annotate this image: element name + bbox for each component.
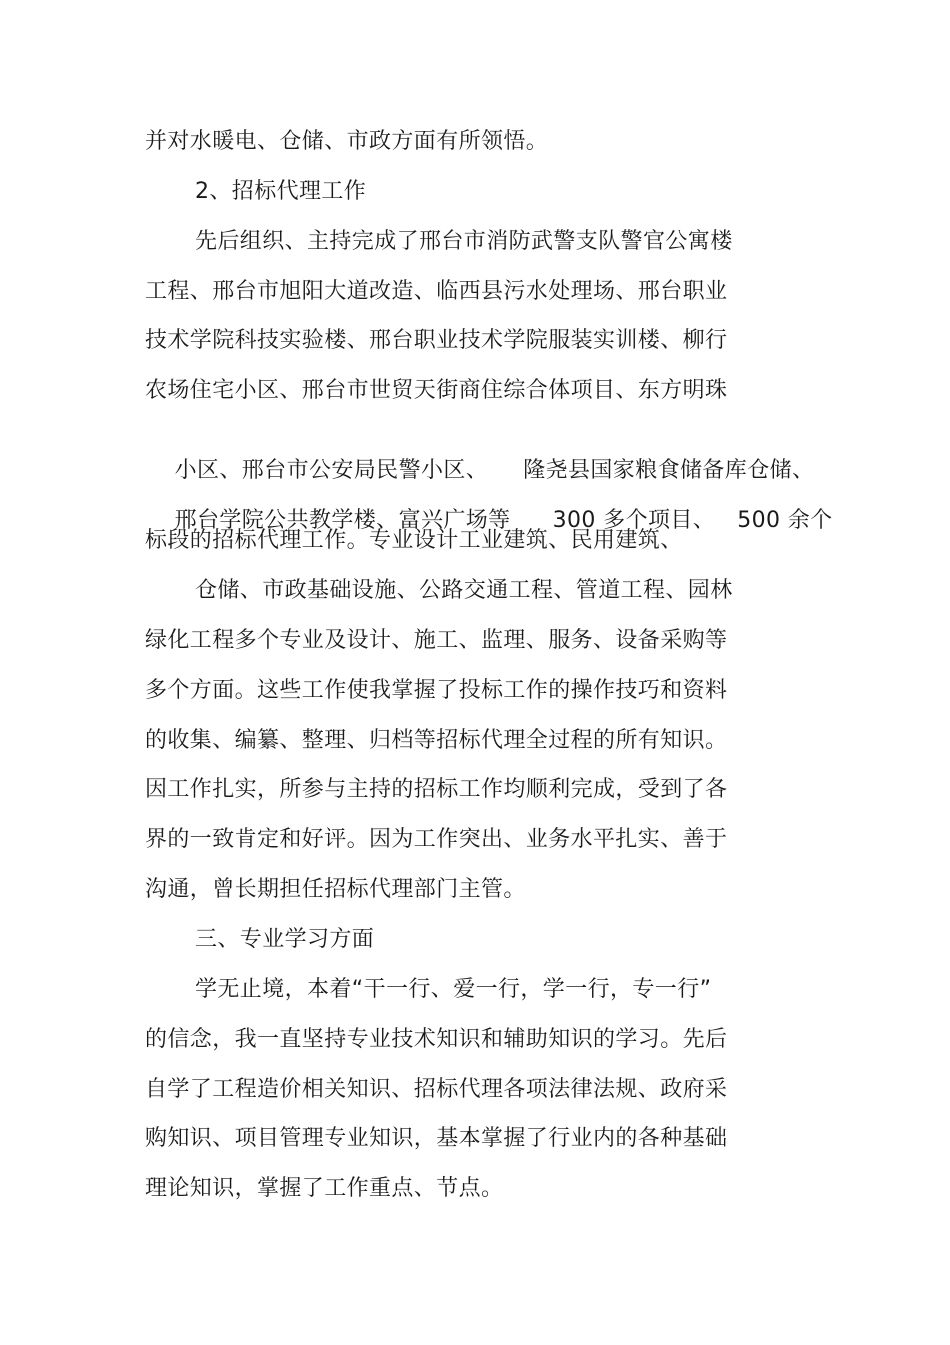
- text-line: 自学了工程造价相关知识、招标代理各项法律法规、政府采: [145, 1077, 728, 1102]
- text-line: 绿化工程多个专业及设计、施工、监理、服务、设备采购等: [145, 628, 728, 653]
- text-line: 并对水暖电、仓储、市政方面有所领悟。: [145, 129, 549, 154]
- text-line: 的收集、编纂、整理、归档等招标代理全过程的所有知识。: [145, 728, 728, 753]
- text-line: [145, 426, 815, 483]
- section-heading: 2、招标代理工作: [195, 179, 367, 204]
- text-line: 理论知识，掌握了工作重点、节点。: [145, 1176, 504, 1201]
- text-line: 标段的招标代理工作。专业设计工业建筑、民用建筑、: [145, 528, 683, 553]
- text-line: 因工作扎实，所参与主持的招标工作均顺利完成，受到了各: [145, 777, 728, 802]
- text-segment: 邢台学院公共教学楼、富兴广场等: [174, 508, 511, 533]
- text-segment: 隆尧县国家粮食储备库仓储、: [523, 458, 815, 483]
- text-line: 购知识、项目管理专业知识，基本掌握了行业内的各种基础: [145, 1126, 728, 1151]
- text-line: 沟通，曾长期担任招标代理部门主管。: [145, 877, 526, 902]
- text-line: 技术学院科技实验楼、邢台职业技术学院服装实训楼、柳行: [145, 328, 728, 353]
- text-segment: 小区、邢台市公安局民警小区、: [174, 458, 489, 483]
- text-segment: 500 余个: [737, 508, 833, 533]
- paragraph-start: 学无止境，本着“干一行、爱一行，学一行，专一行”: [195, 977, 712, 1002]
- paragraph-start: 仓储、市政基础设施、公路交通工程、管道工程、园林: [195, 578, 733, 603]
- text-line: 界的一致肯定和好评。因为工作突出、业务水平扎实、善于: [145, 827, 728, 852]
- text-segment: 300 多个项目、: [552, 508, 716, 533]
- paragraph-start: 先后组织、主持完成了邢台市消防武警支队警官公寓楼: [195, 229, 733, 254]
- text-line: 多个方面。这些工作使我掌握了投标工作的操作技巧和资料: [145, 678, 728, 703]
- text-line: 的信念，我一直坚持专业技术知识和辅助知识的学习。先后: [145, 1027, 728, 1052]
- text-line: [145, 476, 833, 533]
- text-line: 工程、邢台市旭阳大道改造、临西县污水处理场、邢台职业: [145, 279, 728, 304]
- text-line: 农场住宅小区、邢台市世贸天街商住综合体项目、东方明珠: [145, 378, 728, 403]
- section-heading: 三、专业学习方面: [195, 927, 375, 952]
